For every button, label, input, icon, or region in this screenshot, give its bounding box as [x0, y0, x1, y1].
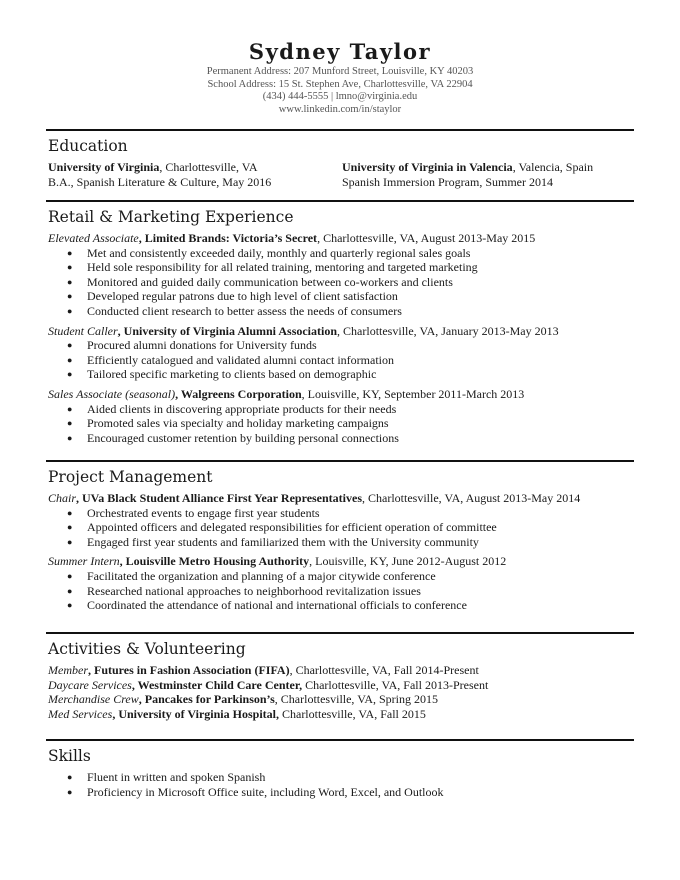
bullet-text: Procured alumni donations for University funds — [87, 338, 317, 353]
bullet-text: Aided clients in discovering appropriate products for their needs — [87, 401, 397, 416]
bullet-item — [46, 520, 634, 535]
activity-details: Charlottesville, VA, Fall 2013-Present — [302, 677, 489, 692]
section-title-activities: Activities & Volunteering — [48, 640, 246, 658]
bullet-item — [46, 353, 634, 368]
activity-details: , Charlottesville, VA, Spring 2015 — [274, 692, 439, 707]
bullet-item — [46, 260, 634, 275]
skills-list — [46, 770, 634, 799]
project-section — [46, 460, 634, 618]
bullet-dot-icon: ● — [67, 507, 73, 518]
school-location: , Charlottesville, VA — [159, 160, 258, 174]
bullet-text: Orchestrated events to engage first year students — [87, 505, 320, 520]
activity-item — [46, 707, 634, 722]
bullet-text: Researched national approaches to neighborhood revitalization issues — [87, 583, 421, 598]
bullet-dot-icon: ● — [67, 247, 73, 258]
bullet-item — [46, 275, 634, 290]
bullet-item — [46, 367, 634, 382]
job-bullets — [46, 338, 634, 382]
bullet-dot-icon: ● — [67, 262, 73, 273]
school-name: University of Virginia in Valencia — [342, 160, 513, 174]
bullet-dot-icon: ● — [67, 600, 73, 611]
section-title-retail: Retail & Marketing Experience — [48, 208, 294, 226]
bullet-text: Conducted client research to better assess the needs of consumers — [87, 303, 402, 318]
bullet-text: Efficiently catalogued and validated alumni contact information — [87, 352, 395, 367]
bullet-dot-icon: ● — [67, 305, 73, 316]
bullet-item — [46, 598, 634, 613]
activity-role: Med Services — [48, 706, 113, 721]
bullet-item — [46, 246, 634, 261]
bullet-item — [46, 431, 634, 446]
phone-email: (434) 444-5555 | lmno@virginia.edu — [262, 91, 418, 102]
bullet-dot-icon: ● — [67, 291, 73, 302]
bullet-text: Promoted sales via specialty and holiday marketing campaigns — [87, 416, 389, 431]
bullet-text: Tailored specific marketing to clients based on demographic — [87, 367, 377, 382]
job-bullets — [46, 569, 634, 613]
resume-header — [0, 38, 680, 116]
bullet-dot-icon: ● — [67, 570, 73, 581]
job-bullets — [46, 246, 634, 319]
bullet-dot-icon: ● — [67, 772, 73, 782]
job-details: , Charlottesville, VA, August 2013-May 2014 — [362, 491, 581, 505]
bullet-item — [46, 416, 634, 431]
job-role: Student Caller — [48, 323, 118, 338]
skill-item — [46, 770, 634, 785]
job-role: Chair — [48, 491, 77, 505]
bullet-dot-icon: ● — [67, 522, 73, 533]
bullet-item — [46, 304, 634, 319]
activity-details: Charlottesville, VA, Fall 2015 — [278, 706, 426, 721]
job-org: , Walgreens Corporation — [175, 386, 302, 401]
activity-role: Member — [48, 663, 88, 677]
activity-org: , Pancakes for Parkinson’s — [138, 692, 275, 707]
job-details: , Louisville, KY, September 2011-March 2013 — [301, 386, 525, 401]
job-entry — [46, 491, 634, 549]
skill-item — [46, 785, 634, 800]
program: Spanish Immersion Program, Summer 2014 — [342, 174, 553, 189]
activity-org: , Futures in Fashion Association (FIFA) — [87, 663, 290, 677]
education-section — [46, 129, 634, 189]
bullet-dot-icon: ● — [67, 418, 73, 429]
skill-text: Fluent in written and spoken Spanish — [87, 770, 266, 784]
activity-item — [46, 678, 634, 693]
bullet-dot-icon: ● — [67, 354, 73, 365]
bullet-item — [46, 535, 634, 550]
section-title-skills: Skills — [48, 747, 91, 765]
activity-item — [46, 692, 634, 707]
bullet-dot-icon: ● — [67, 369, 73, 380]
job-entry — [46, 324, 634, 382]
skill-text: Proficiency in Microsoft Office suite, including Word, Excel, and Outlook — [87, 784, 444, 799]
bullet-text: Held sole responsibility for all related training, mentoring and targeted marketing — [87, 260, 478, 275]
job-entry — [46, 387, 634, 445]
job-entry — [46, 554, 634, 612]
degree: B.A., Spanish Literature & Culture, May 2016 — [48, 174, 272, 189]
education-entry — [46, 160, 340, 189]
retail-section — [46, 200, 634, 450]
activity-org: , University of Virginia Hospital, — [112, 706, 279, 721]
bullet-text: Coordinated the attendance of national and international officials to conference — [87, 598, 467, 613]
job-bullets — [46, 402, 634, 446]
bullet-item — [46, 584, 634, 599]
job-org: , UVa Black Student Alliance First Year Representatives — [76, 491, 363, 505]
section-title-education: Education — [48, 137, 128, 155]
job-org: , Limited Brands: Victoria’s Secret — [138, 231, 318, 245]
education-entry — [340, 160, 634, 189]
bullet-dot-icon: ● — [67, 340, 73, 351]
school-address: School Address: 15 St. Stephen Ave, Charlottesville, VA 22904 — [207, 78, 473, 90]
bullet-dot-icon: ● — [67, 585, 73, 596]
section-divider — [46, 739, 634, 741]
bullet-item — [46, 289, 634, 304]
bullet-dot-icon: ● — [67, 786, 73, 797]
school-location: , Valencia, Spain — [512, 160, 594, 174]
job-role: Sales Associate (seasonal) — [48, 386, 176, 401]
bullet-text: Met and consistently exceeded daily, monthly and quarterly regional sales goals — [87, 245, 471, 260]
bullet-text: Appointed officers and delegated responsibilities for efficient operation of committee — [87, 520, 497, 535]
job-details: , Louisville, KY, June 2012-August 2012 — [309, 554, 507, 569]
bullet-dot-icon: ● — [67, 276, 73, 287]
bullet-text: Encouraged customer retention by building personal connections — [87, 430, 399, 445]
permanent-address: Permanent Address: 207 Munford Street, Louisville, KY 40203 — [206, 66, 474, 77]
bullet-dot-icon: ● — [67, 432, 73, 443]
job-role: Summer Intern — [48, 554, 120, 569]
candidate-name: Sydney Taylor — [248, 39, 432, 64]
job-details: , Charlottesville, VA, August 2013-May 2015 — [317, 231, 536, 245]
bullet-item — [46, 506, 634, 521]
website-link[interactable]: www.linkedin.com/in/staylor — [278, 103, 402, 115]
bullet-item — [46, 338, 634, 353]
job-bullets — [46, 506, 634, 550]
bullet-text: Monitored and guided daily communication between co-workers and clients — [87, 274, 453, 289]
bullet-item — [46, 569, 634, 584]
section-title-project: Project Management — [48, 468, 213, 486]
bullet-text: Facilitated the organization and planning of a major citywide conference — [87, 568, 436, 583]
job-entry — [46, 231, 634, 319]
bullet-text: Developed regular patrons due to high level of client satisfaction — [87, 289, 398, 304]
activity-role: Daycare Services — [48, 677, 132, 692]
job-org: , Louisville Metro Housing Authority — [119, 554, 310, 569]
bullet-dot-icon: ● — [67, 536, 73, 547]
bullet-dot-icon: ● — [67, 403, 73, 414]
section-divider — [46, 632, 634, 634]
bullet-text: Engaged first year students and familiarized them with the University community — [87, 534, 479, 549]
section-divider — [46, 200, 634, 202]
activity-details: , Charlottesville, VA, Fall 2014-Present — [289, 663, 479, 677]
activity-org: , Westminster Child Care Center, — [131, 677, 303, 692]
activity-item — [46, 663, 634, 678]
job-org: , University of Virginia Alumni Association — [117, 323, 338, 338]
school-name: University of Virginia — [48, 160, 160, 174]
section-divider — [46, 129, 634, 131]
section-divider — [46, 460, 634, 462]
activities-section — [46, 632, 634, 721]
job-role: Elevated Associate — [48, 231, 139, 245]
education-row — [46, 160, 634, 189]
bullet-item — [46, 402, 634, 417]
activity-role: Merchandise Crew — [48, 692, 139, 707]
skills-section — [46, 739, 634, 799]
job-details: , Charlottesville, VA, January 2013-May 2013 — [337, 323, 559, 338]
